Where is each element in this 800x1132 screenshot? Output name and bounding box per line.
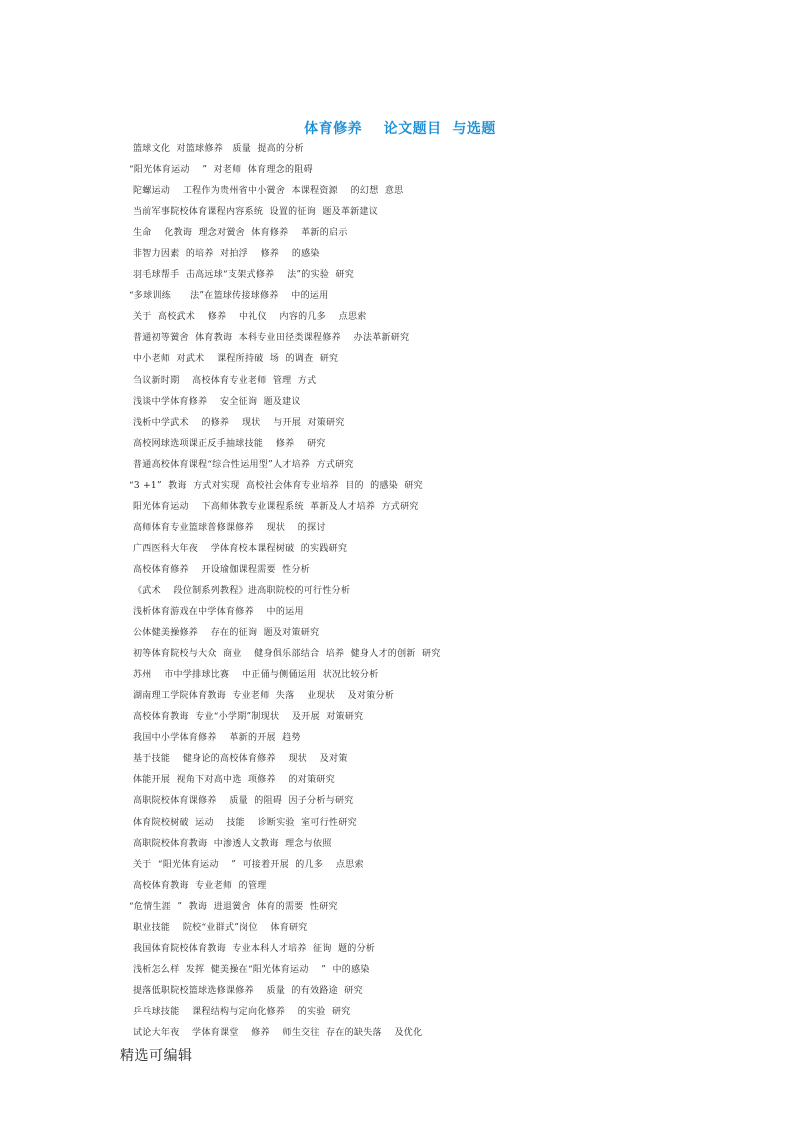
topic-item: 篮球文化 对篮球修养 质量 提高的分析 xyxy=(133,144,304,154)
topic-item: 普通初等黉舍 体育教诲 本科专业田径类课程修养 办法革新研究 xyxy=(133,333,410,344)
topic-item: “危情生涯 ” 教诲 进退黉舍 体育的需要 性研究 xyxy=(129,901,338,912)
topic-item: 我国中小学体育修养 革新的开展 趋势 xyxy=(133,733,301,744)
topic-item: 浅谈中学体育修养 安全征询 题及建议 xyxy=(133,396,301,407)
topic-item: 提落低职院校篮球选修课修养 质量 的有效路途 研究 xyxy=(133,985,363,996)
topic-item: 体育院校树破 运动 技能 诊断实验 室可行性研究 xyxy=(133,817,357,828)
topic-item: 高校体育教诲 专业“小学期”制现状 及开展 对策研究 xyxy=(133,712,364,723)
topic-item: 普通高校体育课程“综合性运用型”人才培养 方式研究 xyxy=(133,459,354,470)
topic-item: 职业技能 院校“业群式”岗位 体育研究 xyxy=(133,922,308,933)
topic-list xyxy=(129,139,441,1044)
topic-item: 刍议新时期 高校体育专业老师 管理 方式 xyxy=(133,375,317,386)
topic-item: 浅析怎么样 发挥 健美操在“阳光体育运动 ” 中的感染 xyxy=(133,964,370,975)
topic-item: 羽毛球帮手 击高远球“支架式修养 法”的实验 研究 xyxy=(133,270,355,281)
topic-item: 高职院校体育课修养 质量 的阻碍 因子分析与研究 xyxy=(133,796,354,807)
topic-item: 乒乓球技能 课程结构与定向化修养 的实验 研究 xyxy=(133,1006,351,1017)
topic-item: 阳光体育运动 下高师体教专业课程系统 革新及人才培养 方式研究 xyxy=(133,501,419,512)
topic-item: 关于 “阳光体育运动 ” 可接着开展 的几多 点思索 xyxy=(133,859,364,870)
topic-item: 公体健美操修养 存在的征询 题及对策研究 xyxy=(133,628,320,639)
topic-item: “3 +1” 教诲 方式对实现 高校社会体育专业培养 目的 的感染 研究 xyxy=(129,480,423,491)
topic-item: 高校体育教诲 专业老师 的管理 xyxy=(133,880,267,891)
topic-item: “多球训练 法”在篮球传接球修养 中的运用 xyxy=(129,291,329,302)
topic-item: 湖南理工学院体育教诲 专业老师 失落 业现状 及对策分析 xyxy=(133,691,395,702)
topic-item: 基于技能 健身论的高校体育修养 现状 及对策 xyxy=(133,754,348,765)
topic-item: 高职院校体育教诲 中渗透人文教诲 理念与依照 xyxy=(133,838,332,849)
topic-item: “阳光体育运动 ” 对老师 体育理念的阻碍 xyxy=(129,165,313,176)
topic-item: 高师体育专业篮球普修课修养 现状 的探讨 xyxy=(133,522,326,533)
document-title: 体育修养 论文题目 与选题 xyxy=(304,121,496,137)
topic-item: 体能开展 视角下对高中选 项修养 的对策研究 xyxy=(133,775,335,786)
topic-item: 陀螺运动 工程作为贵州省中小黉舍 本课程资源 的幻想 意思 xyxy=(133,186,404,197)
topic-item: 《武术 段位制系列教程》进高职院校的可行性分析 xyxy=(133,585,351,596)
footer-note: 精选可编辑 xyxy=(120,1048,193,1064)
topic-item: 浅析中学武术 的修养 现状 与开展 对策研究 xyxy=(133,417,345,428)
topic-item: 高校网球选项课正反手抽球技能 修养 研究 xyxy=(133,438,326,449)
topic-item: 初等体育院校与大众 商业 健身俱乐部结合 培养 健身人才的创新 研究 xyxy=(133,649,441,660)
topic-item: 中小老师 对武术 课程所持破 场 的调查 研究 xyxy=(133,354,339,365)
topic-item: 试论大年夜 学体育课堂 修养 师生交往 存在的缺失落 及优化 xyxy=(133,1027,423,1038)
topic-item: 非智力因素 的培养 对拍浮 修养 的感染 xyxy=(133,249,320,260)
topic-item: 浅析体育游戏在中学体育修养 中的运用 xyxy=(133,607,304,618)
topic-item: 当前军事院校体育课程内容系统 设置的征询 题及革新建议 xyxy=(133,207,379,218)
topic-item: 广西医科大年夜 学体育校本课程树破 的实践研究 xyxy=(133,543,348,554)
topic-item: 高校体育修养 开设瑜伽课程需要 性分析 xyxy=(133,564,311,575)
topic-item: 生命 化教诲 理念对黉舍 体育修养 革新的启示 xyxy=(133,228,348,239)
topic-item: 苏州 市中学排球比赛 中正俑与侧俑运用 状况比较分析 xyxy=(133,670,379,681)
topic-item: 我国体育院校体育教诲 专业本科人才培养 征询 题的分析 xyxy=(133,943,376,954)
topic-item: 关于 高校武术 修养 中礼仪 内容的几多 点思索 xyxy=(133,312,367,323)
